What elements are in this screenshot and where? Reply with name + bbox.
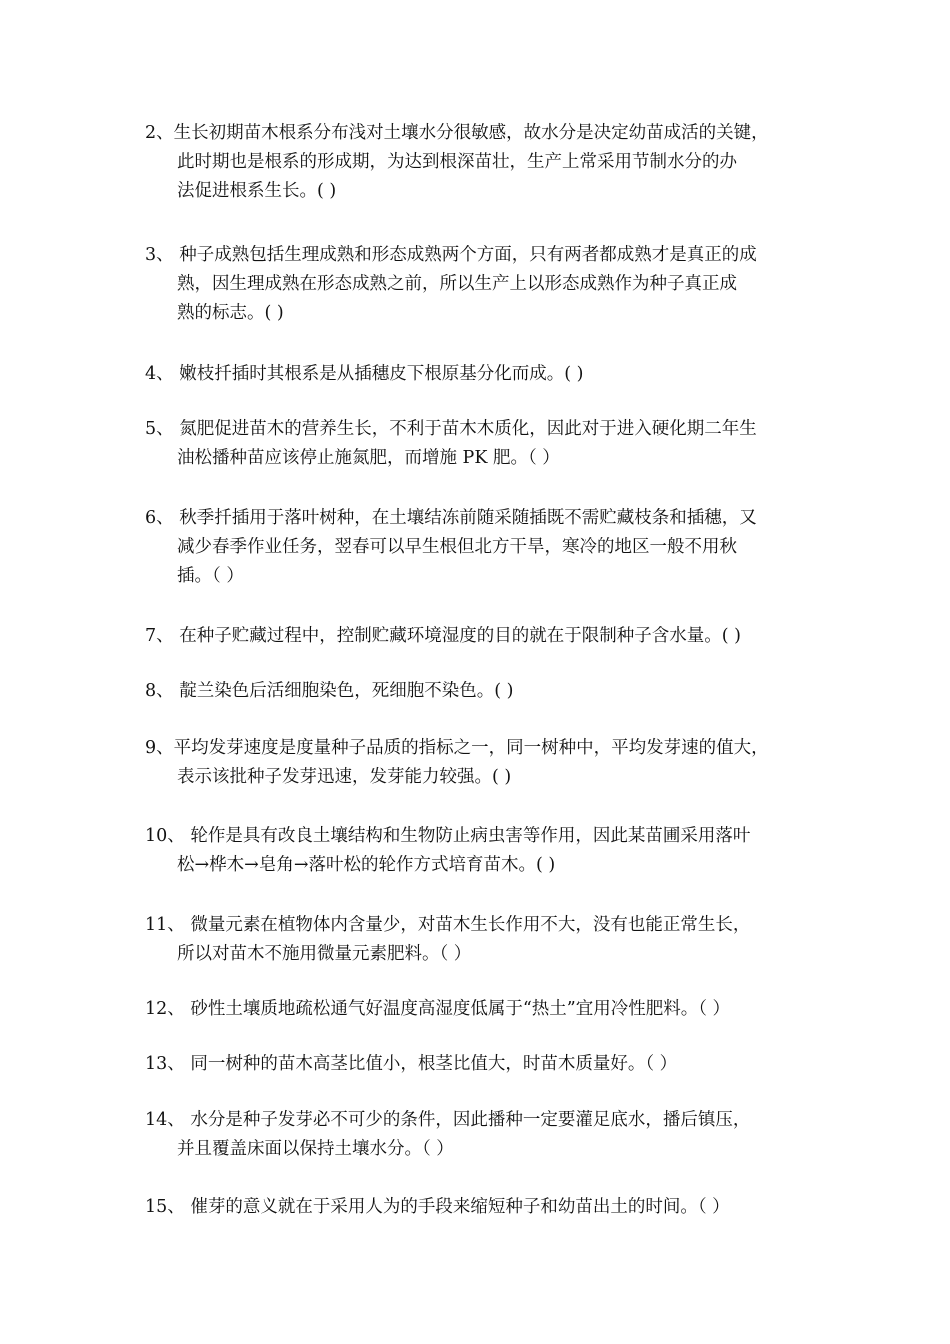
question-9 xyxy=(145,734,817,792)
question-line: 并且覆盖床面以保持土壤水分。（ ） xyxy=(177,1139,454,1159)
question-14 xyxy=(145,1106,817,1164)
question-line: 14、 水分是种子发芽必不可少的条件，因此播种一定要灌足底水，播后镇压， xyxy=(145,1110,751,1130)
question-7 xyxy=(145,622,817,651)
question-line: 松→桦木→皂角→落叶松的轮作方式培育苗木。( ) xyxy=(177,855,556,875)
question-line: 12、 砂性土壤质地疏松通气好温度高湿度低属于“热土”宜用冷性肥料。（ ） xyxy=(145,999,731,1019)
question-8 xyxy=(145,677,817,706)
question-6 xyxy=(145,504,817,591)
question-line: 13、 同一树种的苗木高茎比值小，根茎比值大，时苗木质量好。（ ） xyxy=(145,1054,678,1074)
question-line: 6、 秋季扦插用于落叶树种，在土壤结冻前随采随插既不需贮藏枝条和插穗，又 xyxy=(145,508,757,528)
question-3 xyxy=(145,241,817,328)
question-line: 熟，因生理成熟在形态成熟之前，所以生产上以形态成熟作为种子真正成 xyxy=(177,274,737,294)
question-line: 5、 氮肥促进苗木的营养生长，不利于苗木木质化，因此对于进入硬化期二年生 xyxy=(145,419,757,439)
question-line: 4、 嫩枝扦插时其根系是从插穗皮下根原基分化而成。( ) xyxy=(145,364,584,384)
question-15 xyxy=(145,1193,817,1222)
question-line: 8、 靛兰染色后活细胞染色，死细胞不染色。( ) xyxy=(145,681,514,701)
question-line: 法促进根系生长。( ) xyxy=(177,181,337,201)
question-11 xyxy=(145,911,817,969)
question-line: 表示该批种子发芽迅速，发芽能力较强。( ) xyxy=(177,767,512,787)
question-12 xyxy=(145,995,817,1024)
question-5 xyxy=(145,415,817,473)
question-10 xyxy=(145,822,817,880)
question-line: 此时期也是根系的形成期，为达到根深苗壮，生产上常采用节制水分的办 xyxy=(177,152,737,172)
question-line: 2、生长初期苗木根系分布浅对土壤水分很敏感，故水分是决定幼苗成活的关键， xyxy=(145,123,769,143)
question-line: 9、平均发芽速度是度量种子品质的指标之一，同一树种中，平均发芽速的值大， xyxy=(145,738,769,758)
question-4 xyxy=(145,360,817,389)
question-line: 7、 在种子贮藏过程中，控制贮藏环境湿度的目的就在于限制种子含水量。( ) xyxy=(145,626,741,646)
question-line: 11、 微量元素在植物体内含量少，对苗木生长作用不大，没有也能正常生长， xyxy=(145,915,751,935)
question-13 xyxy=(145,1050,817,1079)
question-line: 3、 种子成熟包括生理成熟和形态成熟两个方面，只有两者都成熟才是真正的成 xyxy=(145,245,757,265)
question-line: 插。（ ） xyxy=(177,566,244,586)
question-line: 熟的标志。( ) xyxy=(177,303,284,323)
question-line: 10、 轮作是具有改良土壤结构和生物防止病虫害等作用，因此某苗圃采用落叶 xyxy=(145,826,751,846)
question-2 xyxy=(145,119,817,206)
question-line: 15、 催芽的意义就在于采用人为的手段来缩短种子和幼苗出土的时间。（ ） xyxy=(145,1197,730,1217)
question-line: 油松播种苗应该停止施氮肥，而增施 PK 肥。（ ） xyxy=(177,448,560,468)
question-line: 减少春季作业任务，翌春可以早生根但北方干旱，寒冷的地区一般不用秋 xyxy=(177,537,737,557)
question-line: 所以对苗木不施用微量元素肥料。（ ） xyxy=(177,944,472,964)
